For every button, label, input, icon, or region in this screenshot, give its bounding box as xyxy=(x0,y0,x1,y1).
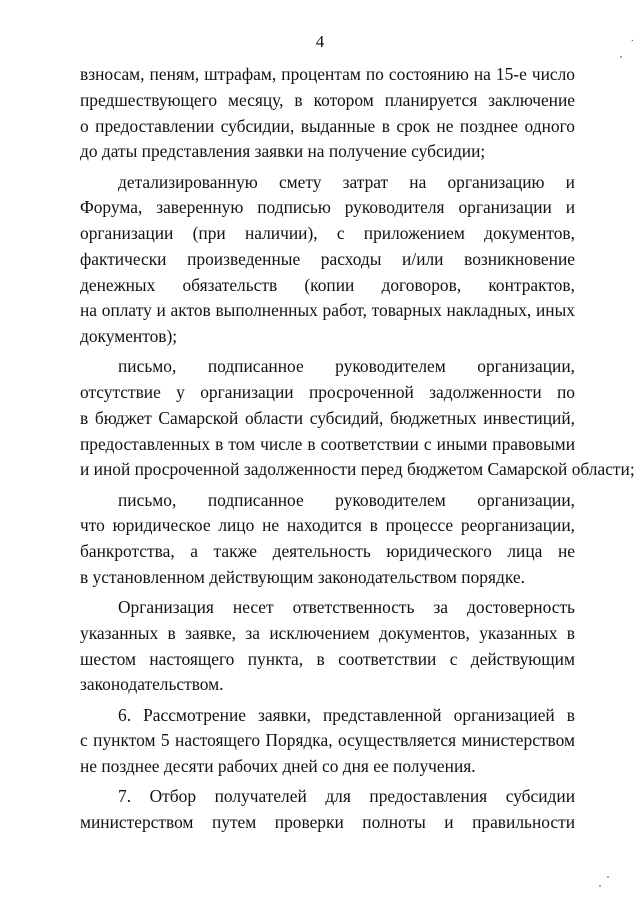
paragraph xyxy=(80,354,635,483)
scan-corner-mark: · xyxy=(630,36,634,47)
text-line: шестом настоящего пункта, в соответствии с действующим xyxy=(80,648,575,669)
text-line: фактически произведенные расходы и/или возникновение xyxy=(80,248,575,269)
text-line: Организация несет ответственность за достоверность xyxy=(118,597,575,617)
text-line: с пунктом 5 настоящего Порядка, осуществляется министерством xyxy=(80,730,575,751)
text-line: предшествующего месяцу, в котором планируется заключение xyxy=(80,89,575,110)
text-line: министерством путем проверки полноты и правильности xyxy=(80,812,575,832)
text-line: денежных обязательств (копии договоров, контрактов, xyxy=(80,274,575,295)
document-body xyxy=(80,62,635,836)
text-line: 6. Рассмотрение заявки, представленной организацией в xyxy=(118,704,575,725)
text-line: в бюджет Самарской области субсидий, бюджетных инвестиций, xyxy=(80,407,575,428)
text-line: не позднее десяти рабочих дней со дня ее получения. xyxy=(80,756,476,776)
text-line: на оплату и актов выполненных работ, товарных накладных, иных xyxy=(80,300,575,321)
text-line: 7. Отбор получателей для предоставления субсидии xyxy=(118,786,575,807)
paragraph xyxy=(80,703,575,780)
text-line: до даты представления заявки на получение субсидии; xyxy=(80,141,486,162)
scan-speck xyxy=(607,876,609,878)
paragraph xyxy=(80,62,575,165)
text-line: Форума, заверенную подписью руководителя организации и xyxy=(80,197,575,218)
text-line: предоставленных в том числе в соответствии с иными правовыми xyxy=(80,433,575,454)
text-line: в установленном действующим законодательством порядке. xyxy=(80,566,525,587)
text-line: о предоставлении субсидии, выданные в срок не позднее одного xyxy=(80,115,575,136)
text-line: банкротства, а также деятельность юридического лица не xyxy=(80,541,575,561)
text-line: и иной просроченной задолженности перед бюджетом Самарской области; xyxy=(80,459,635,480)
text-line: документов); xyxy=(80,326,178,346)
text-line: организации (при наличии), с приложением документов, xyxy=(80,223,575,243)
paragraph xyxy=(80,595,575,698)
scan-speck xyxy=(620,56,622,58)
text-line: взносам, пеням, штрафам, процентам по состоянию на 15-е число xyxy=(80,64,575,84)
paragraph xyxy=(80,784,575,836)
paragraph xyxy=(80,488,575,591)
text-line: законодательством. xyxy=(80,674,224,695)
text-line: письмо, подписанное руководителем организации, xyxy=(118,356,575,377)
scan-speck xyxy=(599,885,601,887)
page-number: 4 xyxy=(315,32,325,51)
text-line: отсутствие у организации просроченной задолженности по xyxy=(80,382,575,402)
paragraph xyxy=(80,170,575,350)
text-line: что юридическое лицо не находится в процессе реорганизации, xyxy=(80,515,575,536)
text-line: детализированную смету затрат на организацию и xyxy=(118,171,575,192)
text-line: письмо, подписанное руководителем организации, xyxy=(118,489,575,510)
text-line: указанных в заявке, за исключением документов, указанных в xyxy=(80,622,575,643)
